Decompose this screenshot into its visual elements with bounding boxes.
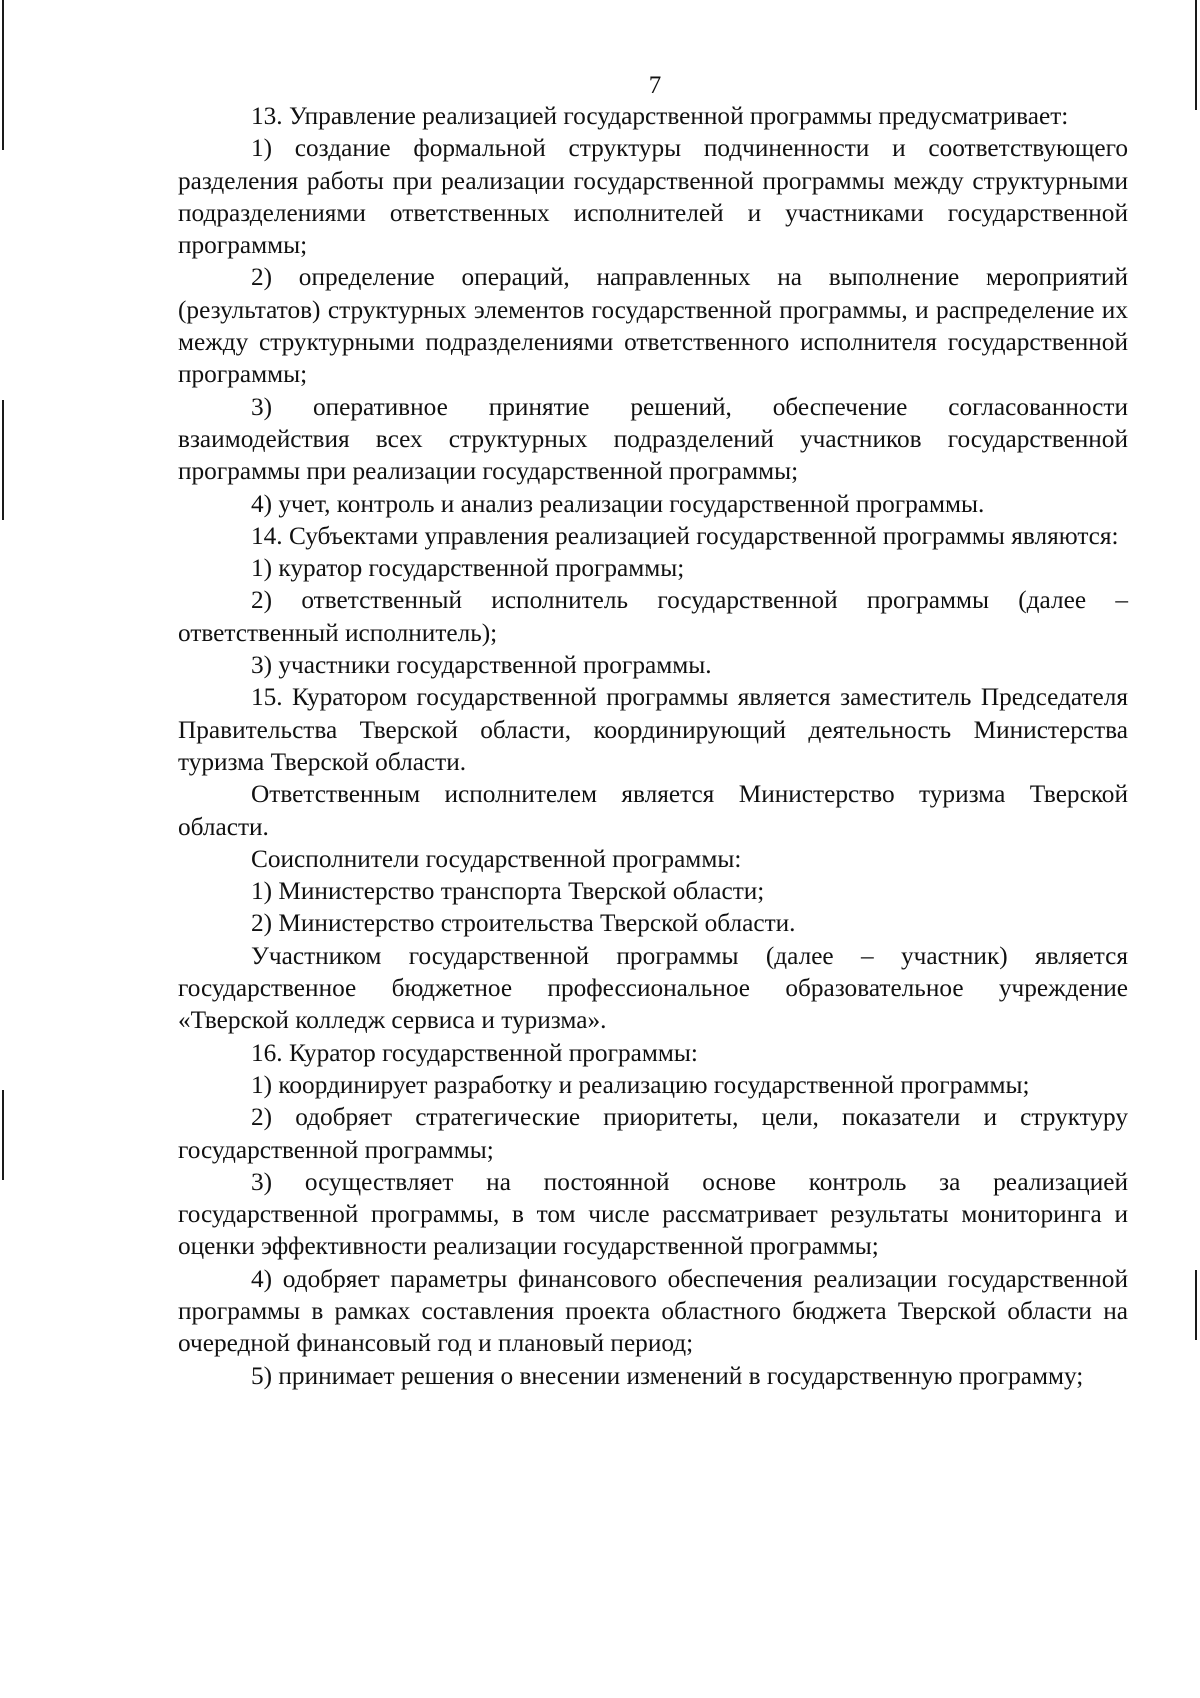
paragraph-14-item-3: 3) участники государственной программы. (251, 651, 712, 680)
document-body (178, 100, 1128, 1392)
paragraph-13-item-2: 2) определение операций, направленных на выполнение мероприятий (результатов) структурных элементов государственной программы, и распределение их между структурными подразделениями ответственного исполнителя государственной программы; (178, 263, 1128, 389)
scan-edge-right-lower (1195, 1270, 1197, 1340)
paragraph-13-item-1: 1) создание формальной структуры подчиненности и соответствующего разделения работы при реализации государственной программы между структурными подразделениями ответственных исполнителей и участниками государственной программы; (178, 134, 1128, 260)
paragraph-14-item-2: 2) ответственный исполнитель государственной программы (далее – ответственный исполнитель); (178, 586, 1128, 647)
scan-edge-left-bottom (2, 1090, 4, 1180)
paragraph-15: 15. Куратором государственной программы является заместитель Председателя Правительства Тверской области, координирующий деятельность Министерства туризма Тверской области. (178, 683, 1128, 776)
paragraph-14-item-1: 1) куратор государственной программы; (251, 554, 685, 583)
paragraph-13-item-3: 3) оперативное принятие решений, обеспечение согласованности взаимодействия всех структурных подразделений участников государственной программы при реализации государственной программы; (178, 392, 1128, 486)
paragraph-16-item-2: 2) одобряет стратегические приоритеты, цели, показатели и структуру государственной программы; (178, 1103, 1128, 1164)
paragraph-15-coexecutor-2: 2) Министерство строительства Тверской области. (251, 909, 796, 938)
paragraph-13-item-4: 4) учет, контроль и анализ реализации государственной программы. (251, 489, 985, 518)
paragraph-16-item-1: 1) координирует разработку и реализацию государственной программы; (251, 1070, 1030, 1099)
paragraph-15-coexecutor-1: 1) Министерство транспорта Тверской области; (251, 877, 765, 906)
paragraph-16-item-5: 5) принимает решения о внесении изменений в государственную программу; (251, 1361, 1084, 1390)
paragraph-15-participant: Участником государственной программы (далее – участник) является государственное бюджетное профессиональное образовательное учреждение «Тверской колледж сервиса и туризма». (178, 941, 1128, 1035)
paragraph-15-responsible: Ответственным исполнителем является Министерство туризма Тверской области. (178, 780, 1128, 841)
paragraph-16-item-4: 4) одобряет параметры финансового обеспечения реализации государственной программы в рамках составления проекта областного бюджета Тверской области на очередной финансовый год и плановый период; (178, 1264, 1128, 1358)
paragraph-15-coexecutors: Соисполнители государственной программы: (251, 844, 742, 873)
page-number: 7 (648, 72, 662, 99)
paragraph-16-item-3: 3) осуществляет на постоянной основе контроль за реализацией государственной программы, в том числе рассматривает результаты мониторинга и оценки эффективности реализации государственной программы; (178, 1167, 1128, 1261)
paragraph-13: 13. Управление реализацией государственной программы предусматривает: (251, 102, 1069, 130)
paragraph-16: 16. Куратор государственной программы: (251, 1038, 698, 1067)
scan-edge-left-lower (2, 400, 4, 520)
paragraph-14: 14. Субъектами управления реализацией государственной программы являются: (251, 521, 1119, 550)
